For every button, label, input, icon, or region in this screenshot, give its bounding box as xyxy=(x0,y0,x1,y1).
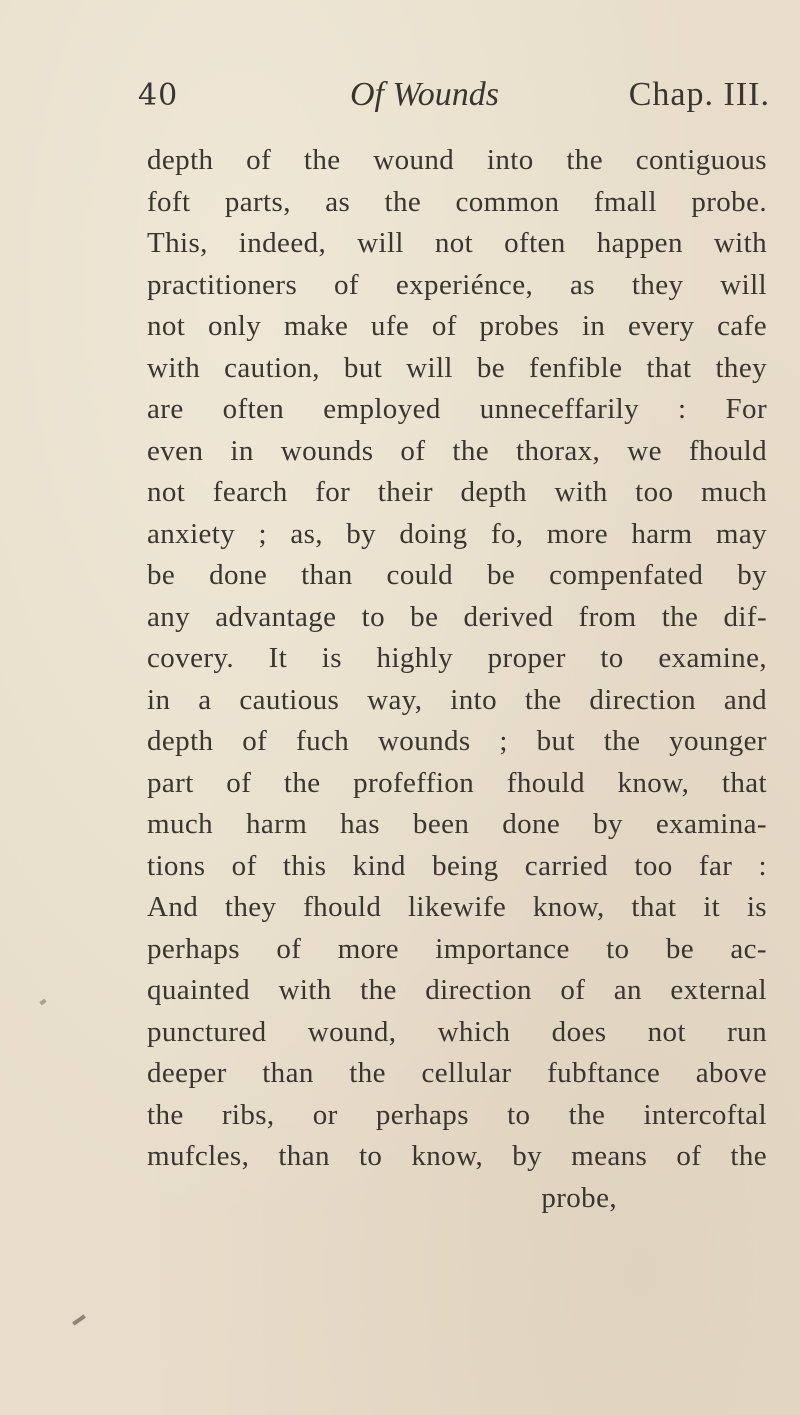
text-line: perhaps of more importance to be ac- xyxy=(147,932,767,965)
running-title: Of Wounds xyxy=(350,76,499,113)
text-line: in a cautious way, into the direction and xyxy=(147,683,767,716)
text-line: And they fhould likewife know, that it is xyxy=(147,891,767,923)
text-line: part of the profeffion fhould know, that xyxy=(147,766,767,799)
text-line: much harm has been done by examina- xyxy=(147,808,767,840)
text-line: covery. It is highly proper to examine, xyxy=(147,642,767,674)
margin-blemish xyxy=(39,999,46,1006)
text-line: the ribs, or perhaps to the intercoftal xyxy=(147,1098,767,1131)
page-number: 40 xyxy=(138,78,179,113)
text-line: tions of this kind being carried too far : xyxy=(147,849,767,882)
text-line: mufcles, than to know, by means of the xyxy=(147,1140,767,1172)
text-line: depth of the wound into the contiguous xyxy=(147,144,767,176)
text-line: quainted with the direction of an external xyxy=(147,974,767,1006)
text-line: This, indeed, will not often happen with xyxy=(147,227,767,259)
text-line: depth of fuch wounds ; but the younger xyxy=(147,725,767,757)
running-head xyxy=(138,78,770,122)
text-line: not fearch for their depth with too much xyxy=(147,476,767,508)
text-line: not only make ufe of probes in every cafe xyxy=(147,310,767,342)
text-line: even in wounds of the thorax, we fhould xyxy=(147,434,767,467)
text-line: are often employed unneceffarily : For xyxy=(147,393,767,425)
text-line: practitioners of experiénce, as they will xyxy=(147,268,767,301)
text-line: any advantage to be derived from the dif- xyxy=(147,600,767,633)
text-line: anxiety ; as, by doing fo, more harm may xyxy=(147,517,767,550)
text-line: with caution, but will be fenfible that they xyxy=(147,351,767,384)
text-line: deeper than the cellular fubftance above xyxy=(147,1057,767,1089)
text-line: punctured wound, which does not run xyxy=(147,1015,767,1048)
body-text xyxy=(147,140,767,1219)
text-line: be done than could be compenfated by xyxy=(147,559,767,591)
catchword: probe, xyxy=(541,1181,617,1214)
text-line: foft parts, as the common fmall probe. xyxy=(147,185,767,218)
chapter-label: Chap. III. xyxy=(628,76,770,113)
margin-blemish xyxy=(72,1314,86,1325)
